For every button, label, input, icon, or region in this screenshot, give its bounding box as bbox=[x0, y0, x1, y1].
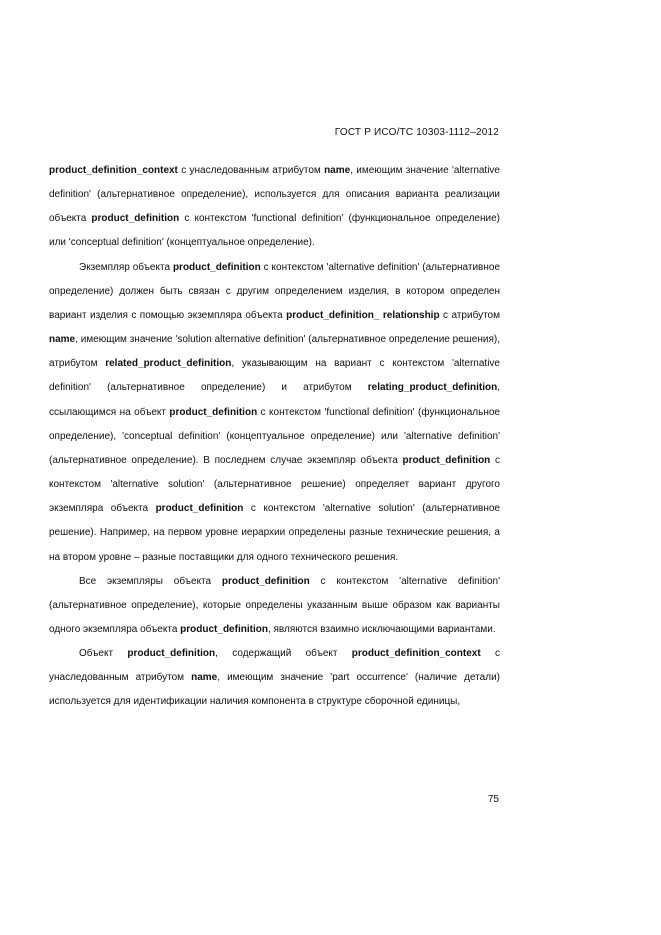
text-run: , имеющим значение 'alternative definition' (альтернативное определение), используется для описания варианта реализации объекта bbox=[49, 165, 500, 225]
text-run: с контекстом 'alternative definition' (альтернативное определение), которые определены указанным выше образом как варианты одного экземпляра объекта bbox=[49, 575, 500, 635]
entity-term: product_definition bbox=[91, 213, 180, 225]
entity-term: name bbox=[324, 165, 351, 176]
entity-term: product_definition bbox=[180, 623, 268, 635]
paragraph bbox=[49, 570, 500, 642]
text-run: с атрибутом bbox=[439, 309, 500, 321]
entity-term: name bbox=[191, 672, 218, 684]
paragraph bbox=[49, 159, 500, 256]
text-run: , имеющим значение 'part occurrence' (наличие детали) используется для идентификации наличия компонента в структуре сборочной единицы, bbox=[49, 672, 500, 708]
text-run: , содержащий объект bbox=[215, 648, 352, 660]
text-run: с унаследованным атрибутом bbox=[177, 165, 325, 176]
page-number: 75 bbox=[487, 794, 499, 805]
text-run: , ссылающимся на объект bbox=[49, 382, 500, 418]
text-run: , имеющим значение 'solution alternative definition' (альтернативное определение решения), атрибутом bbox=[49, 334, 500, 370]
entity-term: product_definition_context bbox=[49, 165, 178, 176]
text-run: Все экземпляры объекта bbox=[79, 575, 222, 587]
entity-term: relating_product_definition bbox=[367, 382, 498, 394]
text-run: с контекстом 'functional definition' (функциональное определение), 'conceptual definition' (концептуальное определение) или 'alternative definition' (альтернативное определение). В последнем случае экземпляр объекта bbox=[49, 406, 500, 466]
page-header-standard-code: ГОСТ Р ИСО/ТС 10303-1112–2012 bbox=[334, 127, 499, 138]
entity-term: product_definition bbox=[172, 261, 261, 273]
text-run: Экземпляр объекта bbox=[79, 261, 173, 273]
paragraph bbox=[49, 256, 500, 570]
entity-term: product_definition_ relationship bbox=[286, 309, 440, 321]
entity-term: product_definition bbox=[221, 575, 310, 587]
text-run: с контекстом 'alternative solution' (альтернативное решение) определяет вариант другого экземпляра объекта bbox=[49, 454, 500, 515]
paragraph bbox=[49, 642, 500, 714]
text-run: с контекстом 'alternative definition' (альтернативное определение) должен быть связан с другим определением изделия, в котором определен вариант изделия с помощью экземпляра объекта bbox=[49, 261, 501, 321]
entity-term: product_definition_context bbox=[351, 648, 481, 660]
entity-term: product_definition bbox=[155, 503, 244, 515]
entity-term: related_product_definition bbox=[105, 358, 232, 370]
entity-term: product_definition bbox=[127, 648, 216, 660]
entity-term: product_definition bbox=[169, 406, 258, 418]
text-run: , являются взаимно исключающими вариантами. bbox=[267, 623, 496, 635]
text-run: , указывающим на вариант с контекстом 'alternative definition' (альтернативное определение) и атрибутом bbox=[49, 358, 500, 394]
entity-term: product_definition bbox=[402, 454, 491, 466]
text-run: Объект bbox=[79, 648, 128, 660]
text-run: с контекстом 'functional definition' (функциональное определение) или 'conceptual definition' (концептуальное определение). bbox=[49, 213, 500, 249]
text-run: с контекстом 'alternative solution' (альтернативное решение). Например, на первом уровне иерархии определены разные технические решения, а на втором уровне – разные поставщики для одного технического решения. bbox=[49, 503, 500, 563]
text-run: с унаследованным атрибутом bbox=[49, 648, 501, 684]
entity-term: name bbox=[49, 334, 76, 346]
body-text bbox=[49, 159, 500, 715]
